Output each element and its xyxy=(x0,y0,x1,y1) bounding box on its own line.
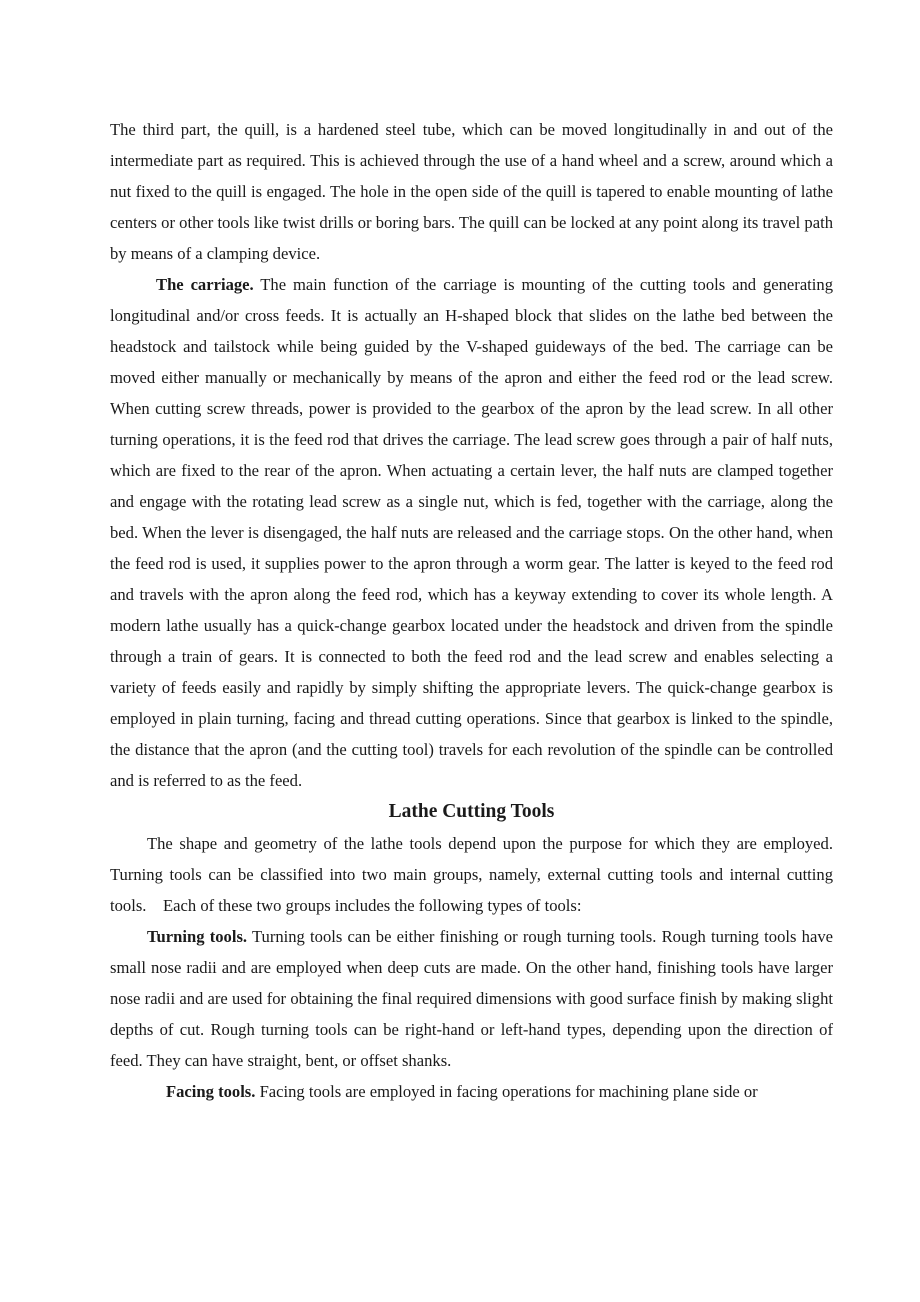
paragraph-facing-tools xyxy=(110,1076,833,1107)
document-page xyxy=(110,114,833,1107)
paragraph-tools-intro: The shape and geometry of the lathe tools depend upon the purpose for which they are employed. Turning tools can be classified into two main groups, namely, external cutting tools and internal cutting tools. Each of these two groups includes the following types of tools: xyxy=(110,834,833,915)
paragraph-carriage xyxy=(110,269,833,796)
carriage-body: The main function of the carriage is mounting of the cutting tools and generating longitudinal and/or cross feeds. It is actually an H-shaped block that slides on the lathe bed between the headstock and tailstock while being guided by the V-shaped guideways of the bed. The carriage can be moved either manually or mechanically by means of the apron and either the feed rod or the lead screw. When cutting screw threads, power is provided to the gearbox of the apron by the lead screw. In all other turning operations, it is the feed rod that drives the carriage. The lead screw goes through a pair of half nuts, which are fixed to the rear of the apron. When actuating a certain lever, the half nuts are clamped together and engage with the rotating lead screw as a single nut, which is fed, together with the carriage, along the bed. When the lever is disengaged, the half nuts are released and the carriage stops. On the other hand, when the feed rod is used, it supplies power to the apron through a worm gear. The latter is keyed to the feed rod and travels with the apron along the feed rod, which has a keyway extending to cover its whole length. A modern lathe usually has a quick-change gearbox located under the headstock and driven from the spindle through a train of gears. It is connected to both the feed rod and the lead screw and enables selecting a variety of feeds easily and rapidly by simply shifting the appropriate levers. The quick-change gearbox is employed in plain turning, facing and thread cutting operations. Since that gearbox is linked to the spindle, the distance that the apron (and the cutting tool) travels for each revolution of the spindle can be controlled and is referred to as the feed. xyxy=(110,275,833,790)
facing-run-in-heading: Facing tools. xyxy=(166,1082,256,1101)
turning-run-in-heading: Turning tools. xyxy=(147,927,248,946)
turning-body: Turning tools can be either finishing or rough turning tools. Rough turning tools have small nose radii and are employed when deep cuts are made. On the other hand, finishing tools have larger nose radii and are used for obtaining the final required dimensions with good surface finish by making slight depths of cut. Rough turning tools can be right-hand or left-hand types, depending upon the direction of feed. They can have straight, bent, or offset shanks. xyxy=(110,927,833,1070)
facing-body: Facing tools are employed in facing operations for machining plane side or xyxy=(255,1082,758,1101)
carriage-run-in-heading: The carriage. xyxy=(156,275,254,294)
paragraph-turning-tools xyxy=(110,921,833,1076)
section-heading: Lathe Cutting Tools xyxy=(388,801,555,822)
paragraph-quill: The third part, the quill, is a hardened steel tube, which can be moved longitudinally in and out of the intermediate part as required. This is achieved through the use of a hand wheel and a screw, around which a nut fixed to the quill is engaged. The hole in the open side of the quill is tapered to enable mounting of lathe centers or other tools like twist drills or boring bars. The quill can be locked at any point along its travel path by means of a clamping device. xyxy=(110,120,833,263)
